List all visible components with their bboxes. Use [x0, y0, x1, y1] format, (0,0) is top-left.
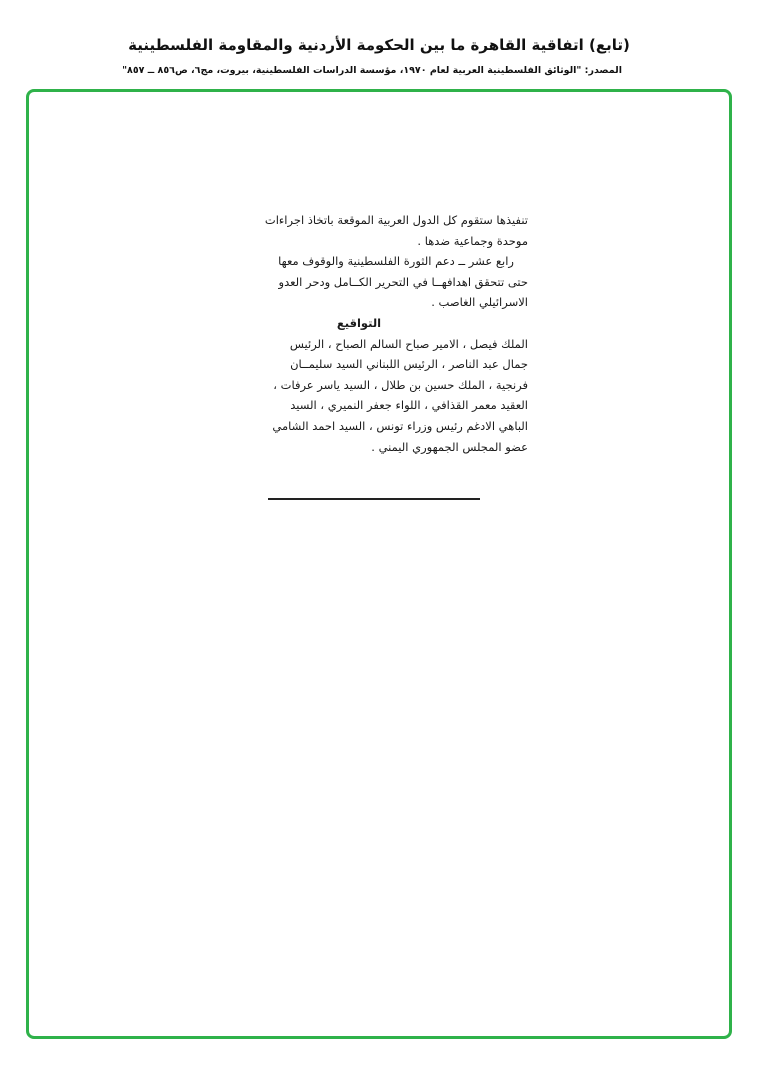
- signature-line: جمال عبد الناصر ، الرئيس اللبناني السيد سليمــان: [290, 357, 528, 372]
- signature-line: فرنجية ، الملك حسين بن طلال ، السيد ياسر عرفات ،: [273, 377, 528, 392]
- signature-line: الملك فيصل ، الامير صباح السالم الصباح ، الرئيس: [289, 336, 528, 351]
- signature-line: عضو المجلس الجمهوري اليمني .: [371, 439, 528, 454]
- body-line: موحدة وجماعية ضدها .: [417, 233, 528, 248]
- signature-line: العقيد معمر القذافي ، اللواء جعفر النميري ، السيد: [290, 398, 528, 413]
- body-line: تنفيذها ستقوم كل الدول العربية الموقعة باتخاذ اجراءات: [264, 213, 528, 227]
- document-body: [210, 210, 528, 457]
- body-line: حتى تتحقق اهدافهــا في التحرير الكــامل ودحر العدو: [278, 274, 528, 289]
- signatures-heading: التواقيع: [336, 315, 382, 330]
- page-title: (تابع) اتفاقية القاهرة ما بين الحكومة الأردنية والمقاومة الفلسطينية: [128, 36, 630, 54]
- body-line: الاسرائيلي الغاصب .: [431, 295, 528, 310]
- separator-rule: [268, 498, 480, 500]
- body-line: رابع عشر ــ دعم الثورة الفلسطينية والوقوف معها: [278, 254, 514, 269]
- source-citation: المصدر: "الوثائق الفلسطينية العربية لعام ١٩٧٠، مؤسسة الدراسات الفلسطينية، بيروت، مج٦، ص٨٥٦ ــ ٨٥٧": [122, 65, 622, 76]
- signature-line: الباهي الادغم رئيس وزراء تونس ، السيد احمد الشامي: [272, 418, 528, 433]
